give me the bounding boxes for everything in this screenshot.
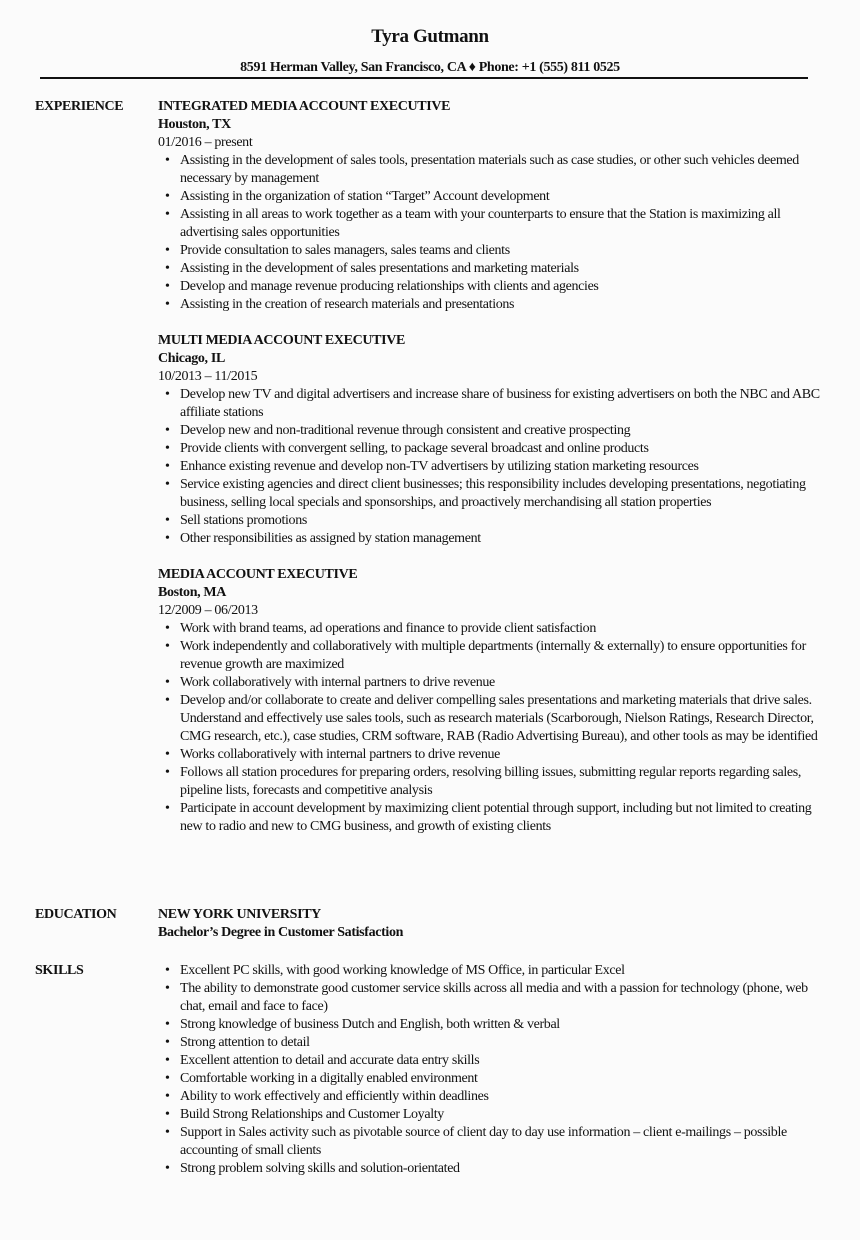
job-location: Chicago, IL: [158, 351, 225, 366]
job-location: Boston, MA: [158, 585, 227, 600]
section-label-skills: SKILLS: [35, 963, 84, 978]
skill-item: • Comfortable working in a digitally enabled environment: [158, 1070, 820, 1088]
bullet-item: • Assisting in the development of sales tools, presentation materials such as case studies, or other such vehicles deemed necessary by management: [158, 152, 820, 188]
job-bullets: [158, 620, 825, 836]
job-title: INTEGRATED MEDIA ACCOUNT EXECUTIVE: [158, 99, 451, 114]
skill-item: • Strong attention to detail: [158, 1034, 820, 1052]
skill-item: • Excellent attention to detail and accurate data entry skills: [158, 1052, 820, 1070]
bullet-item: • Sell stations promotions: [158, 512, 820, 530]
job-location: Houston, TX: [158, 117, 231, 132]
bullet-item: • Develop and/or collaborate to create and deliver compelling sales presentations and marketing materials that drive sales. Understand and effectively use sales tools, such as research materials (Scarborough, Nielson Ratings, Research Director, CMG research, etc.), case studies, CRM software, RAB (Radio Advertising Bureau), and other tools as may be identified: [158, 692, 820, 746]
bullet-item: • Service existing agencies and direct client businesses; this responsibility includes developing presentations, negotiating business, selling local specials and sponsorships, and proactively merchandising all station properties: [158, 476, 820, 512]
bullet-item: • Follows all station procedures for preparing orders, resolving billing issues, submitting regular reports regarding sales, pipeline lists, forecasts and competitive analysis: [158, 764, 820, 800]
job-bullets: [158, 386, 825, 548]
skill-item: • Ability to work effectively and efficiently within deadlines: [158, 1088, 820, 1106]
contact-info: 8591 Herman Valley, San Francisco, CA ♦ Phone: +1 (555) 811 0525: [240, 60, 620, 75]
bullet-item: • Assisting in all areas to work together as a team with your counterparts to ensure that the Station is maximizing all advertising sales opportunities: [158, 206, 820, 242]
bullet-item: • Develop new TV and digital advertisers and increase share of business for existing advertisers on both the NBC and ABC affiliate stations: [158, 386, 820, 422]
header-divider: [40, 77, 808, 79]
experience-section: [35, 98, 825, 854]
skill-item: • The ability to demonstrate good customer service skills across all media and with a passion for technology (phone, web chat, email and face to face): [158, 980, 820, 1016]
skill-item: • Excellent PC skills, with good working knowledge of MS Office, in particular Excel: [158, 962, 820, 980]
job-title: MEDIA ACCOUNT EXECUTIVE: [158, 567, 358, 582]
candidate-name: Tyra Gutmann: [371, 26, 489, 47]
job-dates: 10/2013 – 11/2015: [158, 369, 258, 384]
bullet-item: • Work collaboratively with internal partners to drive revenue: [158, 674, 820, 692]
bullet-item: • Enhance existing revenue and develop non-TV advertisers by utilizing station marketing resources: [158, 458, 820, 476]
section-label-education: EDUCATION: [35, 907, 117, 922]
job-bullets: [158, 152, 825, 314]
job-entry: [158, 566, 825, 836]
skill-item: • Strong problem solving skills and solution-orientated: [158, 1160, 820, 1178]
bullet-item: • Provide clients with convergent selling, to package several broadcast and online products: [158, 440, 820, 458]
skill-item: • Strong knowledge of business Dutch and English, both written & verbal: [158, 1016, 820, 1034]
skill-item: • Support in Sales activity such as pivotable source of client day to day use information – client e-mailings – possible accounting of small clients: [158, 1124, 820, 1160]
job-entry: [158, 98, 825, 314]
bullet-item: • Works collaboratively with internal partners to drive revenue: [158, 746, 820, 764]
skills-list: [158, 962, 825, 1178]
bullet-item: • Work with brand teams, ad operations and finance to provide client satisfaction: [158, 620, 820, 638]
school-name: NEW YORK UNIVERSITY: [158, 907, 321, 922]
skill-item: • Build Strong Relationships and Customer Loyalty: [158, 1106, 820, 1124]
bullet-item: • Assisting in the creation of research materials and presentations: [158, 296, 820, 314]
job-dates: 01/2016 – present: [158, 135, 253, 150]
job-dates: 12/2009 – 06/2013: [158, 603, 258, 618]
bullet-item: • Participate in account development by maximizing client potential through support, including but not limited to creating new to radio and new to CMG business, and growth of existing clients: [158, 800, 820, 836]
education-section: [35, 906, 825, 942]
section-label-experience: EXPERIENCE: [35, 99, 124, 114]
bullet-item: • Develop and manage revenue producing relationships with clients and agencies: [158, 278, 820, 296]
job-entry: [158, 332, 825, 548]
bullet-item: • Provide consultation to sales managers, sales teams and clients: [158, 242, 820, 260]
bullet-item: • Other responsibilities as assigned by station management: [158, 530, 820, 548]
bullet-item: • Assisting in the development of sales presentations and marketing materials: [158, 260, 820, 278]
bullet-item: • Work independently and collaboratively with multiple departments (internally & externally) to ensure opportunities for revenue growth are maximized: [158, 638, 820, 674]
bullet-item: • Assisting in the organization of station “Target” Account development: [158, 188, 820, 206]
job-title: MULTI MEDIA ACCOUNT EXECUTIVE: [158, 333, 405, 348]
bullet-item: • Develop new and non-traditional revenue through consistent and creative prospecting: [158, 422, 820, 440]
degree: Bachelor’s Degree in Customer Satisfaction: [158, 925, 404, 940]
skills-section: [35, 962, 825, 1178]
